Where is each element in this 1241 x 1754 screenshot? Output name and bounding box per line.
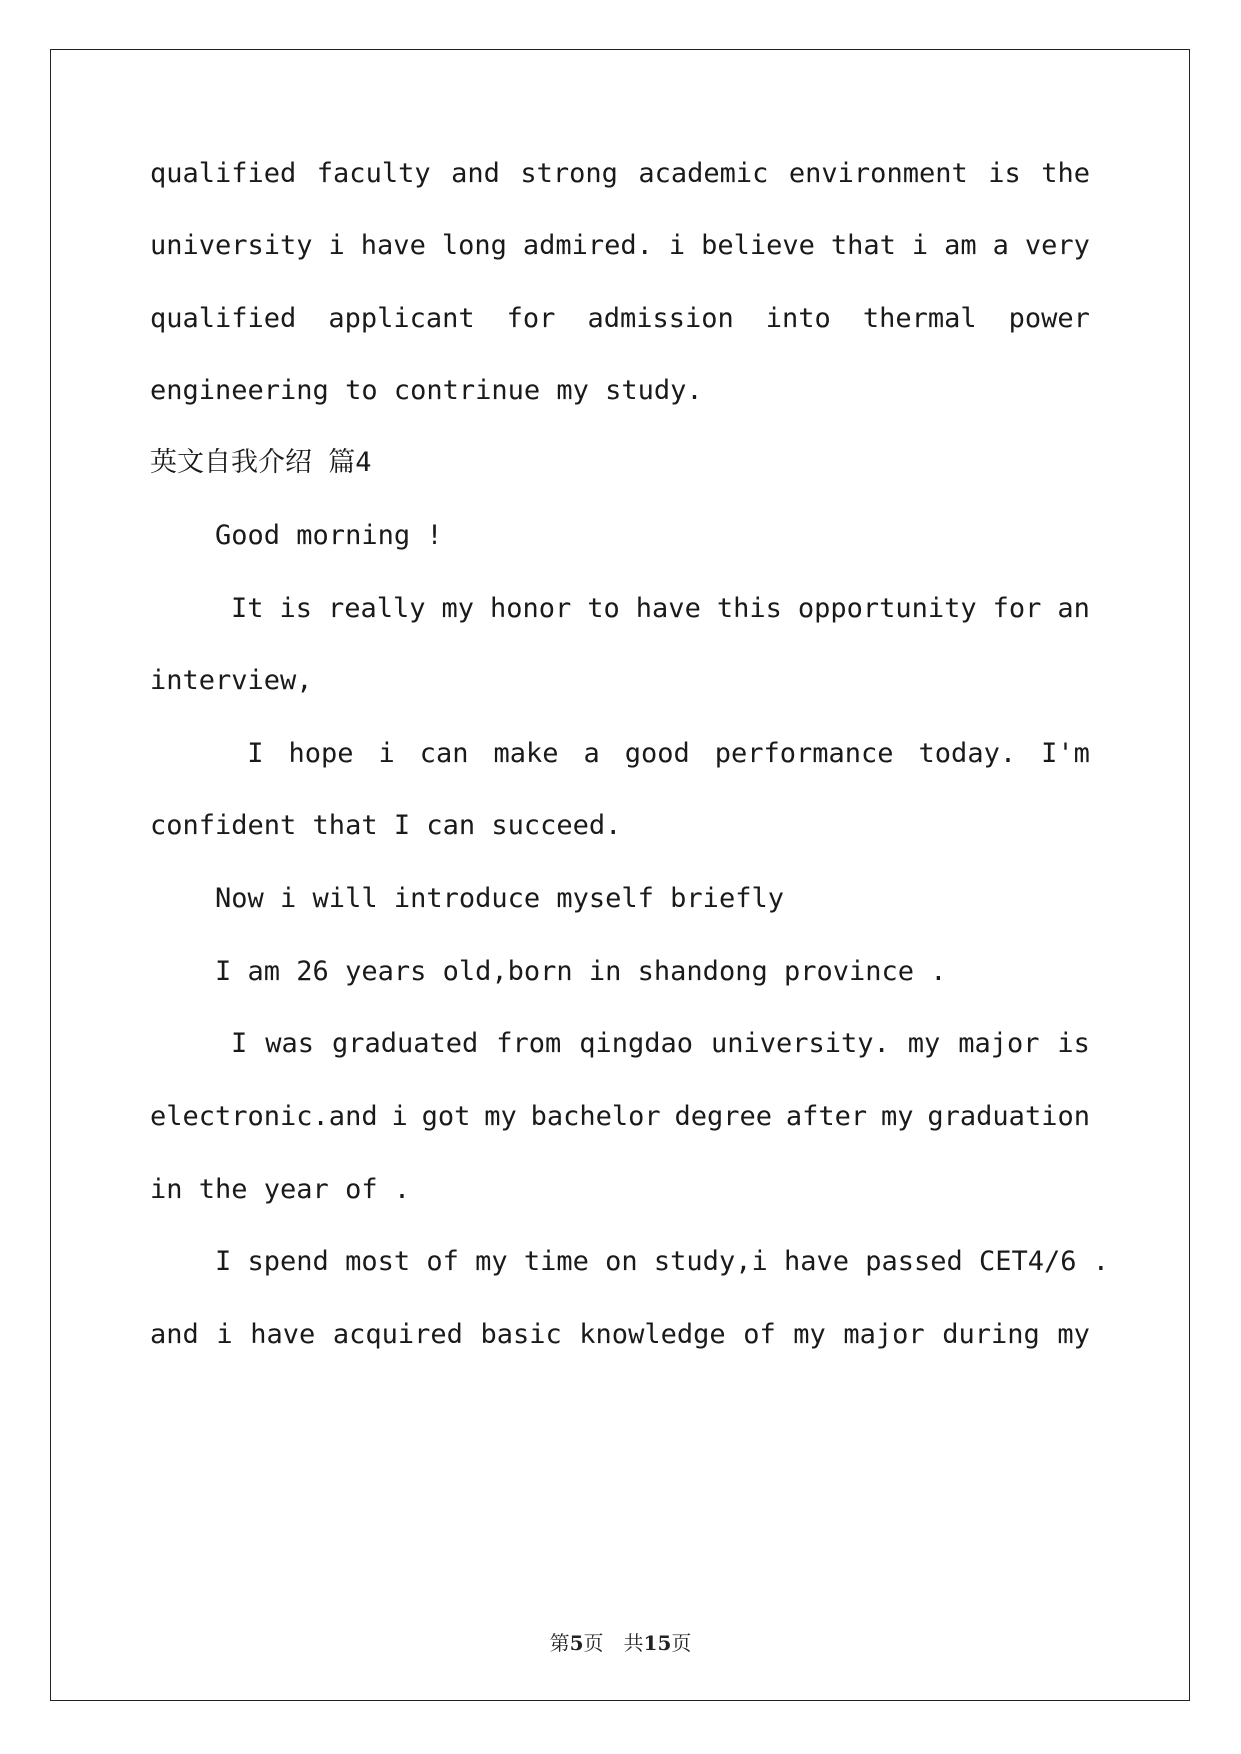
page-total: 15 bbox=[643, 1631, 672, 1655]
text-line bbox=[150, 737, 1090, 771]
word: and bbox=[150, 1319, 199, 1350]
word: strong bbox=[520, 158, 618, 189]
word: can bbox=[419, 738, 469, 769]
word: after bbox=[785, 1101, 868, 1132]
text-line bbox=[150, 1318, 1090, 1352]
word: my bbox=[441, 593, 475, 624]
text-line: interview, bbox=[150, 665, 313, 696]
text-line: I am 26 years old,born in shandong province . bbox=[150, 956, 947, 987]
word: this bbox=[716, 593, 782, 624]
word: an bbox=[1057, 593, 1090, 624]
word: honor bbox=[490, 593, 572, 624]
word: I'm bbox=[1041, 738, 1090, 769]
word: degree bbox=[674, 1101, 773, 1132]
word: environment bbox=[788, 158, 968, 189]
word: university. bbox=[710, 1028, 890, 1059]
text-line: Good morning ! bbox=[150, 520, 443, 551]
word: qualified bbox=[150, 303, 297, 334]
text-line bbox=[150, 1027, 1090, 1061]
word: I bbox=[231, 1028, 248, 1059]
word: of bbox=[743, 1319, 776, 1350]
word: have bbox=[635, 593, 701, 624]
word: for bbox=[506, 303, 556, 334]
text-line: confident that I can succeed. bbox=[150, 810, 622, 841]
word: university bbox=[150, 230, 313, 261]
word: from bbox=[496, 1028, 562, 1059]
word: a bbox=[992, 230, 1009, 261]
word: graduation bbox=[927, 1101, 1090, 1132]
word: qingdao bbox=[579, 1028, 693, 1059]
text-line bbox=[150, 302, 1090, 336]
section-heading: 英文自我介绍 篇4 bbox=[150, 447, 372, 478]
word: It bbox=[231, 593, 264, 624]
footer-mid: 页 共 bbox=[583, 1631, 644, 1655]
word: basic bbox=[480, 1319, 562, 1350]
word: today. bbox=[918, 738, 1017, 769]
word: knowledge bbox=[579, 1319, 726, 1350]
word: thermal bbox=[862, 303, 977, 334]
word: my bbox=[793, 1319, 826, 1350]
word: my bbox=[484, 1101, 517, 1132]
word: applicant bbox=[328, 303, 475, 334]
word: is bbox=[1057, 1028, 1090, 1059]
word: major bbox=[958, 1028, 1040, 1059]
word: believe bbox=[701, 230, 815, 261]
word: and bbox=[451, 158, 500, 189]
word: i bbox=[378, 738, 395, 769]
word: acquired bbox=[332, 1319, 463, 1350]
word: was bbox=[265, 1028, 314, 1059]
word: to bbox=[587, 593, 620, 624]
word: i bbox=[216, 1319, 233, 1350]
word: really bbox=[328, 593, 426, 624]
word: during bbox=[942, 1319, 1040, 1350]
text-line: engineering to contrinue my study. bbox=[150, 375, 703, 406]
word: i bbox=[328, 230, 345, 261]
page-number: 5 bbox=[569, 1631, 584, 1655]
word: bachelor bbox=[530, 1101, 661, 1132]
word: power bbox=[1008, 303, 1090, 334]
text-line: Now i will introduce myself briefly bbox=[150, 883, 784, 914]
word: I bbox=[247, 738, 264, 769]
word: academic bbox=[638, 158, 769, 189]
word: my bbox=[1057, 1319, 1090, 1350]
word: electronic.and bbox=[150, 1101, 378, 1132]
word: very bbox=[1024, 230, 1090, 261]
word: admired. bbox=[522, 230, 653, 261]
text-line bbox=[150, 229, 1090, 263]
word: i bbox=[391, 1101, 408, 1132]
word: into bbox=[765, 303, 831, 334]
word: qualified bbox=[150, 158, 297, 189]
word: i bbox=[911, 230, 929, 261]
word: is bbox=[279, 593, 313, 624]
word: make bbox=[493, 738, 559, 769]
page-footer bbox=[0, 1627, 1241, 1656]
word: got bbox=[421, 1101, 471, 1132]
word: graduated bbox=[331, 1028, 479, 1059]
text-line: in the year of . bbox=[150, 1174, 411, 1205]
word: my bbox=[881, 1101, 914, 1132]
word: the bbox=[1041, 158, 1090, 189]
footer-suffix: 页 bbox=[671, 1631, 692, 1655]
text-line bbox=[150, 592, 1090, 626]
word: have bbox=[360, 230, 426, 261]
word: admission bbox=[587, 303, 734, 334]
word: i bbox=[668, 230, 686, 261]
word: long bbox=[441, 230, 507, 261]
word: hope bbox=[288, 738, 354, 769]
word: good bbox=[624, 738, 690, 769]
word: is bbox=[988, 158, 1021, 189]
word: performance bbox=[714, 738, 894, 769]
word: faculty bbox=[316, 158, 431, 189]
text-line: I spend most of my time on study,i have passed CET4/6 . bbox=[150, 1246, 1110, 1277]
footer-prefix: 第 bbox=[549, 1631, 570, 1655]
text-line bbox=[150, 1100, 1090, 1134]
word: have bbox=[250, 1319, 316, 1350]
word: am bbox=[944, 230, 977, 261]
text-line bbox=[150, 157, 1090, 191]
word: that bbox=[830, 230, 896, 261]
word: for bbox=[992, 593, 1042, 624]
word: a bbox=[583, 738, 600, 769]
word: my bbox=[907, 1028, 941, 1059]
word: opportunity bbox=[797, 593, 977, 624]
word: major bbox=[843, 1319, 925, 1350]
page-border bbox=[50, 49, 1190, 1701]
